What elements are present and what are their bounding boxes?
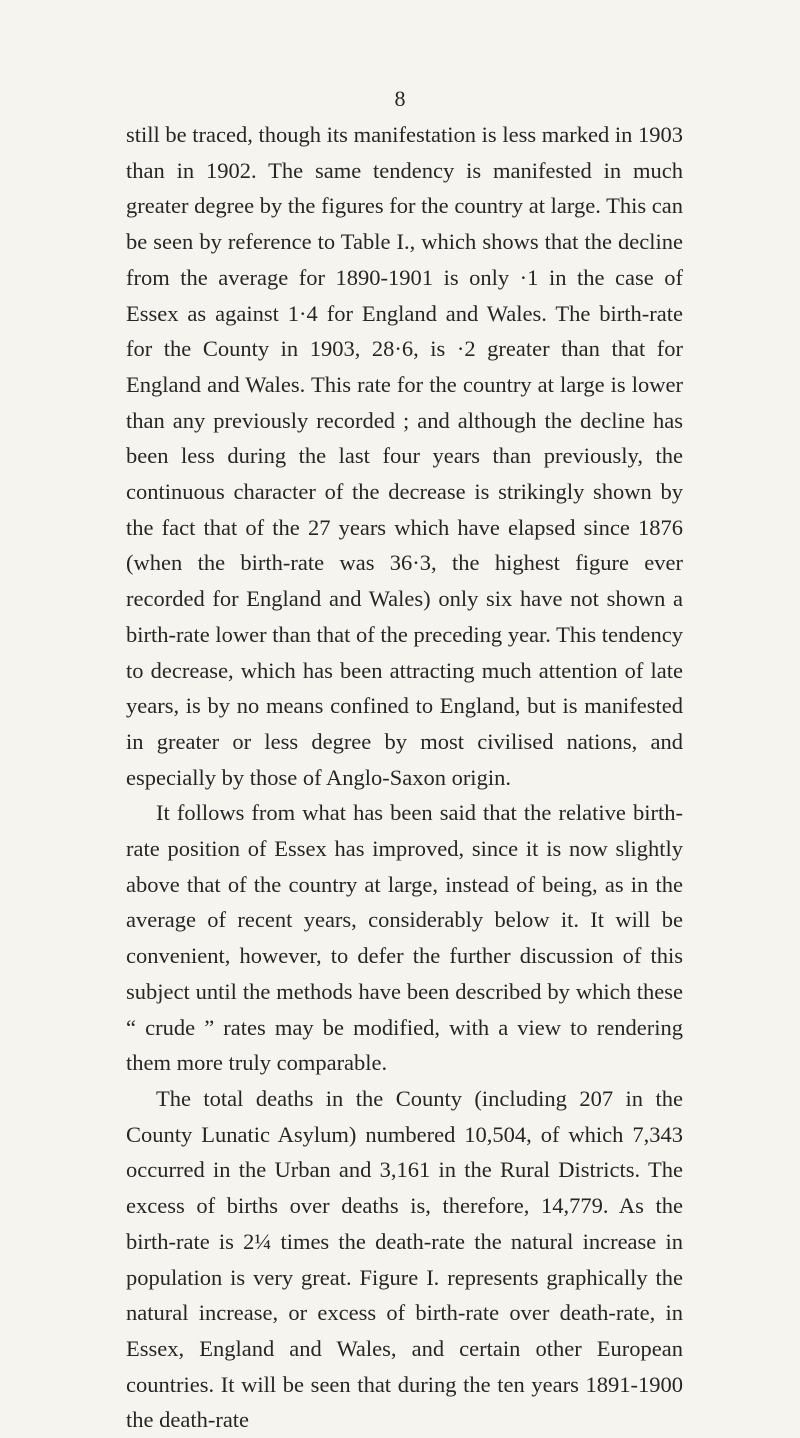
page-number: 8 xyxy=(394,86,406,111)
paragraph-3: The total deaths in the County (including 207 in the County Lunatic Asylum) numbered 10,504, of which 7,343 occurred in the Urban and 3,161 in the Rural Districts. The excess of births over deaths is, therefore, 14,779. As the birth-rate is 2¼ times the death-rate the natural increase in population is very great. Figure I. represents graphically the natural increase, or excess of birth-rate over death-rate, in Essex, England and Wales, and certain other European countries. It will be seen that during the ten years 1891-1900 the death-rate xyxy=(126,1085,683,1433)
paragraph-2: It follows from what has been said that the relative birth-rate position of Essex has improved, since it is now slightly above that of the country at large, instead of being, as in the average of recent years, considerably below it. It will be convenient, however, to defer the further discussion of this subject until the methods have been described by which these “ crude ” rates may be modified, with a view to rendering them more truly comparable. xyxy=(126,800,683,1076)
body-text xyxy=(126,117,683,1438)
paragraph-1: still be traced, though its manifestation is less marked in 1903 than in 1902. The same tendency is manifested in much greater degree by the figures for the country at large. This can be seen by reference to Table I., which shows that the decline from the average for 1890-1901 is only ·1 in the case of Essex as against 1·4 for England and Wales. The birth-rate for the County in 1903, 28·6, is ·2 greater than that for England and Wales. This rate for the country at large is lower than any previously recorded ; and although the decline has been less during the last four years than previously, the continuous character of the decrease is strikingly shown by the fact that of the 27 years which have elapsed since 1876 (when the birth-rate was 36·3, the highest figure ever recorded for England and Wales) only six have not shown a birth-rate lower than that of the preceding year. This tendency to decrease, which has been attracting much attention of late years, is by no means confined to England, but is manifested in greater or less degree by most civilised nations, and especially by those of Anglo-Saxon origin. xyxy=(126,122,683,790)
